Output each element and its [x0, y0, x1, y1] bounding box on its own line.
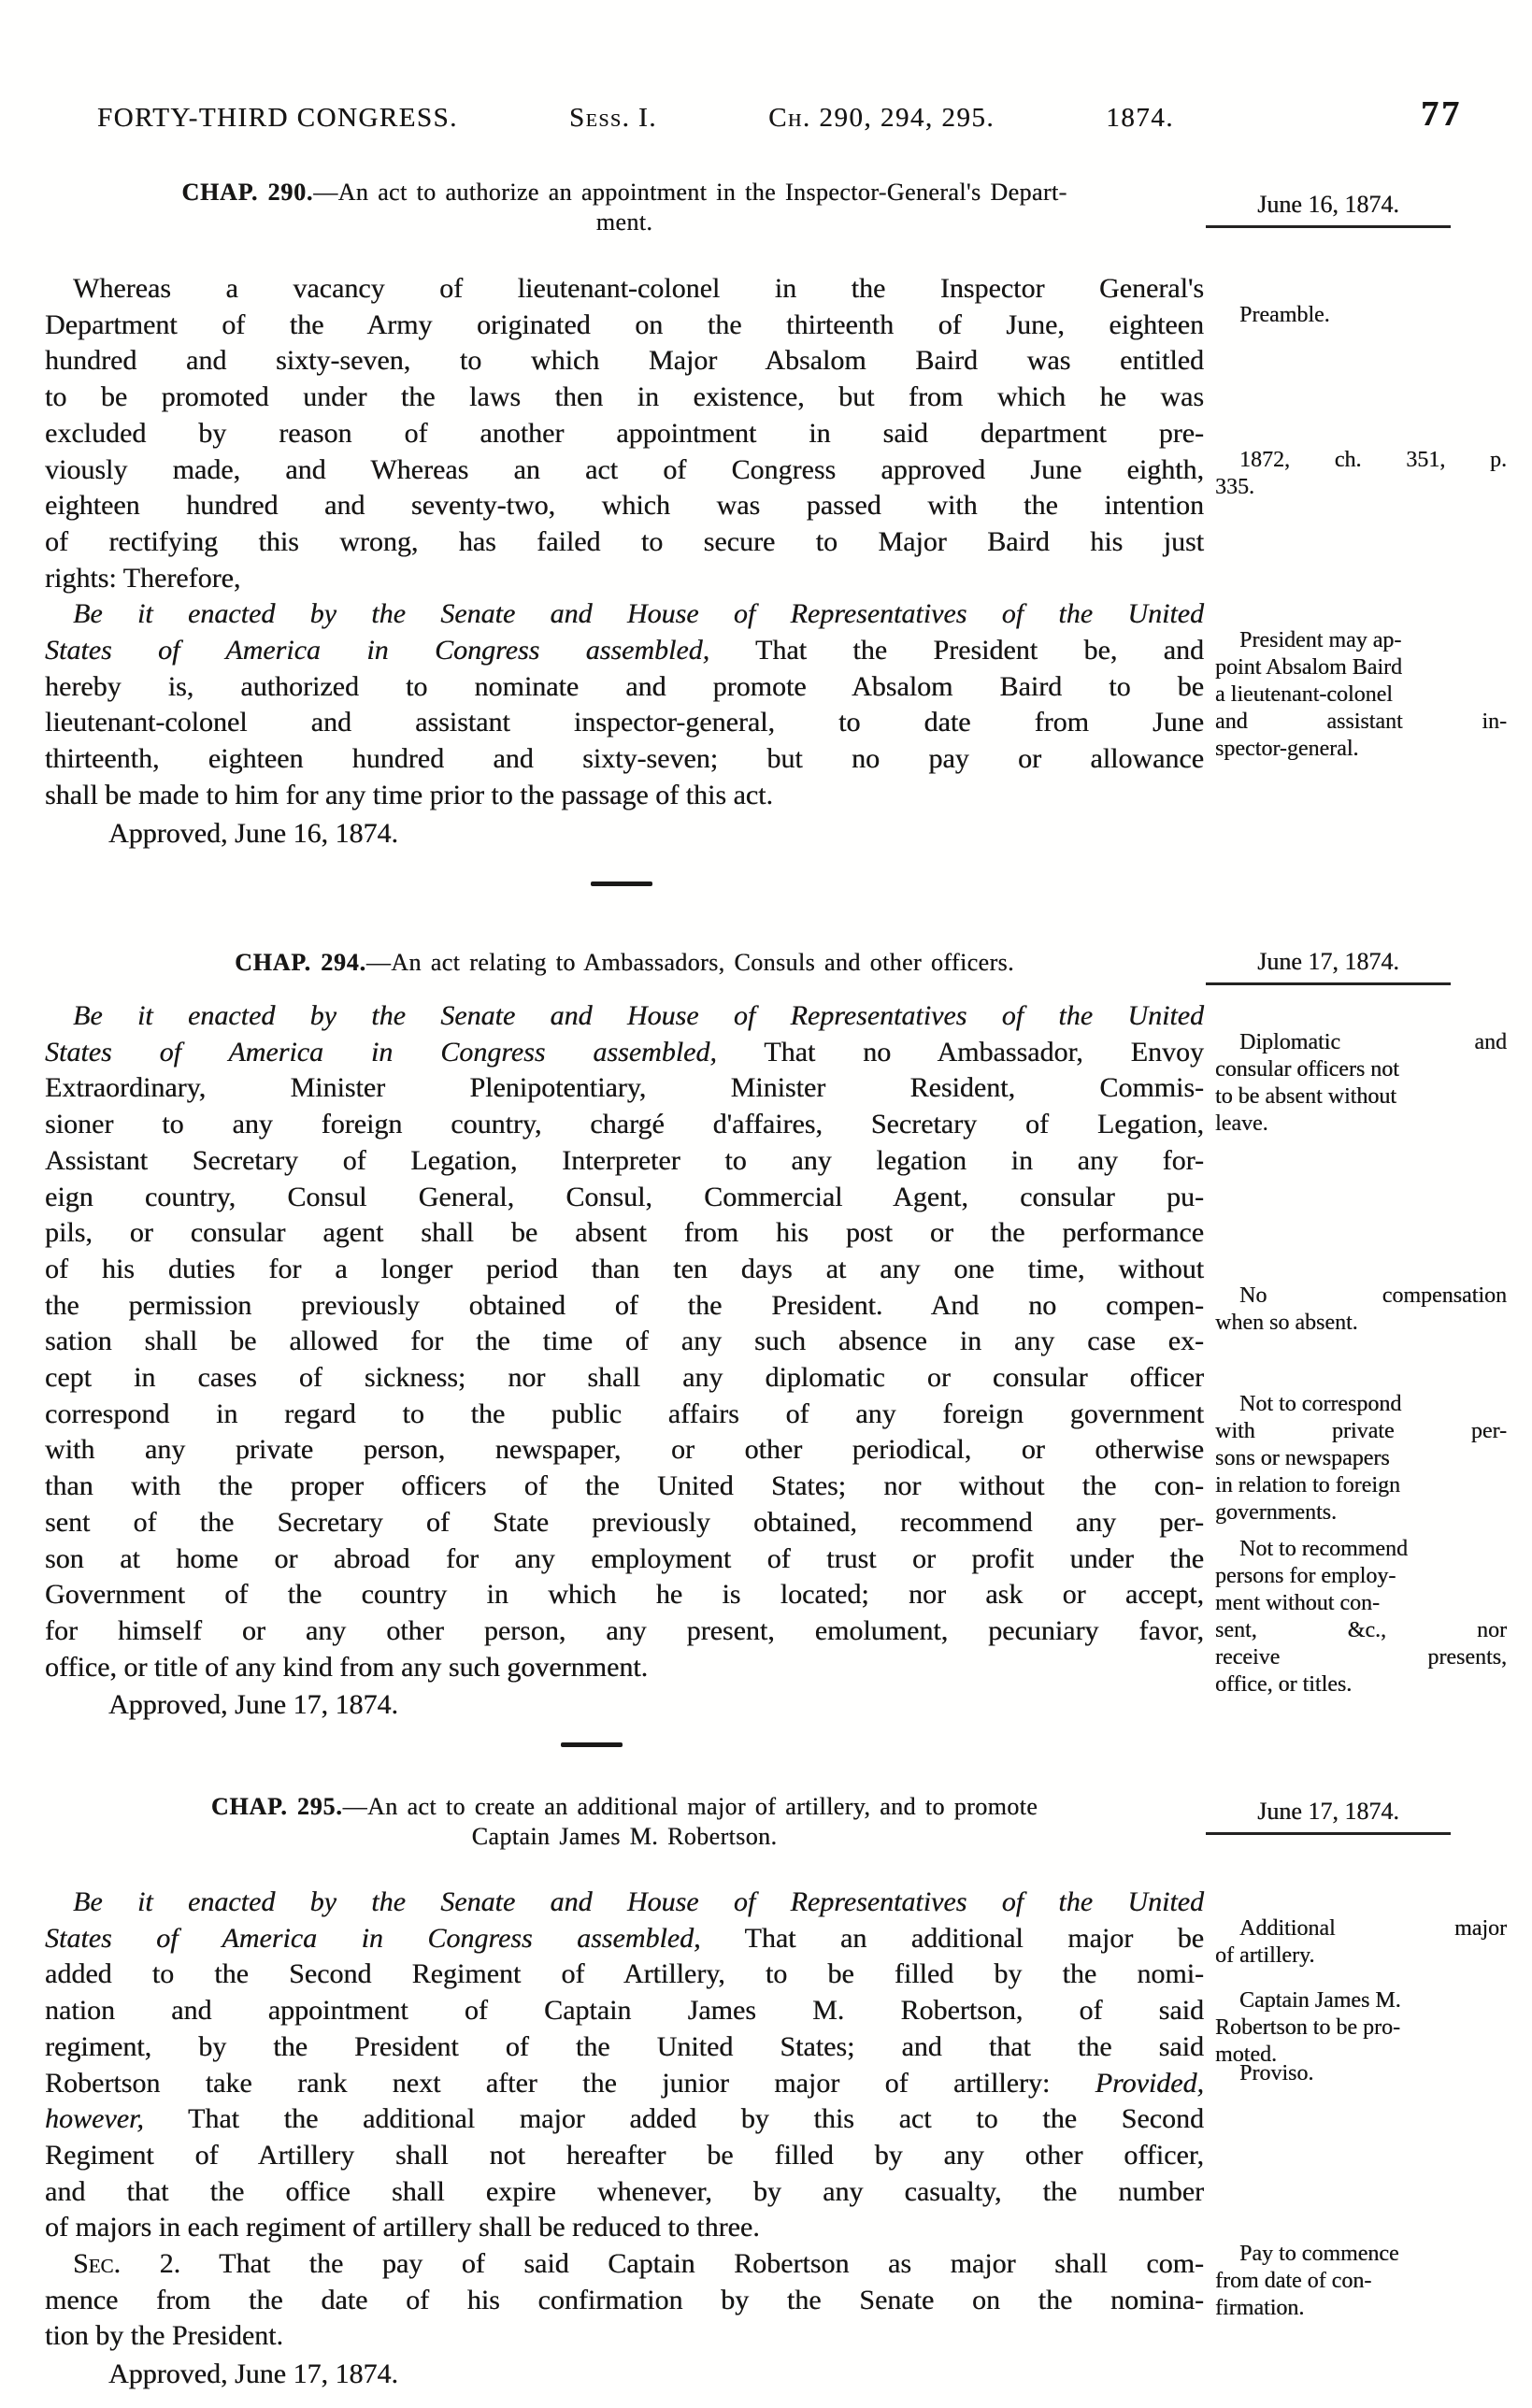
text-line: [45, 1252, 1204, 1288]
text-segment: lieutenant-colonel and assistant inspector-general, to date from June: [45, 707, 1204, 738]
margin-note-line: when so absent.: [1215, 1311, 1358, 1335]
margin-note-line: with private per-: [1215, 1419, 1507, 1443]
text-line: [45, 1107, 1204, 1143]
text-segment: mence from the date of his confirmation by the Senate on the nomina-: [45, 2284, 1204, 2315]
margin-note-line: Not to correspond: [1239, 1392, 1402, 1416]
running-head-year: 1874.: [1106, 103, 1174, 133]
chapter-body-column: [45, 948, 1204, 1724]
text-line: [45, 1541, 1204, 1578]
margin-note-line: No compensation: [1239, 1283, 1507, 1308]
margin-note-line: receive presents,: [1215, 1645, 1507, 1670]
margin-note-line: office, or titles.: [1215, 1672, 1353, 1697]
text-segment: however,: [45, 2103, 144, 2135]
text-segment: tion by the President.: [45, 2320, 283, 2352]
text-segment: of rectifying this wrong, has failed to secure to Major Baird his just: [45, 525, 1204, 557]
margin-note-line: Diplomatic and: [1239, 1030, 1507, 1054]
text-segment: Assistant Secretary of Legation, Interpreter to any legation in any for-: [45, 1144, 1204, 1176]
chapter-heading: [45, 948, 1204, 978]
margin-note: [1215, 1987, 1507, 2069]
text-segment: than with the proper officers of the United States; nor without the con-: [45, 1470, 1204, 1502]
margin-note-line: sent, &c., nor: [1215, 1618, 1507, 1642]
text-line: [45, 1993, 1204, 2029]
text-line: [45, 488, 1204, 524]
paragraph: [45, 2246, 1204, 2355]
page-number: 77: [1421, 94, 1462, 134]
chapter-number: CHAP. 290.: [181, 179, 314, 206]
text-segment: regiment, by the President of the United States; and that the said: [45, 2030, 1204, 2062]
chapter-title: —An act relating to Ambassadors, Consuls and other officers.: [365, 949, 1014, 976]
statute-chapter: [45, 948, 1507, 1724]
text-line: [45, 271, 1204, 308]
chapter-heading: [45, 178, 1204, 237]
text-line: [45, 2283, 1204, 2319]
text-segment: cept in cases of sickness; nor shall any diplomatic or consular officer: [45, 1362, 1204, 1394]
enactment-date: June 17, 1874.: [1206, 948, 1451, 985]
text-line: [45, 2066, 1204, 2102]
text-line: [45, 2318, 1204, 2355]
margin-note: [1215, 2060, 1507, 2087]
text-line: [45, 452, 1204, 489]
chapter-paragraphs: [45, 1885, 1204, 2355]
text-segment: and that the office shall expire whenever, by any casualty, the number: [45, 2175, 1204, 2207]
text-segment: son at home or abroad for any employment of trust or profit under the: [45, 1542, 1204, 1574]
margin-note-line: Proviso.: [1239, 2061, 1314, 2086]
margin-note-line: Preamble.: [1239, 303, 1330, 327]
margin-note: [1215, 2241, 1507, 2322]
text-segment: States of America in Congress assembled,: [45, 1036, 717, 1068]
text-segment: sioner to any foreign country, chargé d'affaires, Secretary of Legation,: [45, 1109, 1204, 1140]
text-segment: of his duties for a longer period than ten days at any one time, without: [45, 1253, 1204, 1284]
text-line: [45, 524, 1204, 561]
text-line: [45, 1397, 1204, 1433]
margin-note-line: from date of con-: [1215, 2269, 1372, 2293]
text-segment: Be it enacted by the Senate and House of Representatives of the United: [73, 1886, 1204, 1917]
margin-note-line: governments.: [1215, 1500, 1337, 1525]
text-segment: of majors in each regiment of artillery shall be reduced to three.: [45, 2212, 760, 2243]
text-segment: That no Ambassador, Envoy: [716, 1036, 1205, 1068]
text-segment: hereby is, authorized to nominate and promote Absalom Baird to be: [45, 670, 1204, 702]
chapter-number: CHAP. 294.: [235, 949, 366, 976]
text-segment: office, or title of any kind from any such government.: [45, 1651, 649, 1683]
chapter-title-continuation: Captain James M. Robertson.: [471, 1823, 778, 1850]
chapter-heading-line: [45, 948, 1204, 978]
margin-note-line: Additional major: [1239, 1916, 1507, 1941]
text-segment: Government of the country in which he is located; nor ask or accept,: [45, 1579, 1204, 1611]
text-segment: Provided,: [1095, 2067, 1204, 2099]
text-line: [45, 380, 1204, 416]
text-segment: hundred and sixty-seven, to which Major Absalom Baird was entitled: [45, 345, 1204, 377]
chapter-heading-line: [45, 1792, 1204, 1822]
text-segment: Extraordinary, Minister Plenipotentiary, Minister Resident, Commis-: [45, 1072, 1204, 1104]
text-segment: for himself or any other person, any present, emolument, pecuniary favor,: [45, 1614, 1204, 1646]
approval-line: Approved, June 17, 1874.: [108, 1689, 398, 1721]
enactment-date: June 16, 1874.: [1206, 191, 1451, 228]
paragraph: [45, 1885, 1204, 2246]
text-line: [45, 1469, 1204, 1505]
chapter-title: —An act to authorize an appointment in the Inspector-General's Depart-: [313, 179, 1067, 206]
text-line: [45, 416, 1204, 452]
approval-line: Approved, June 17, 1874.: [108, 2358, 398, 2390]
text-line: [45, 2101, 1204, 2138]
text-segment: viously made, and Whereas an act of Congress approved June eighth,: [45, 453, 1204, 485]
text-line: [45, 1070, 1204, 1107]
text-line: [45, 1215, 1204, 1252]
text-segment: to be promoted under the laws then in existence, but from which he was: [45, 381, 1204, 413]
text-segment: Be it enacted by the Senate and House of Representatives of the United: [73, 598, 1204, 630]
text-line: [45, 669, 1204, 706]
margin-note-line: to be absent without: [1215, 1084, 1396, 1109]
enactment-date: June 17, 1874.: [1206, 1798, 1451, 1835]
margin-note-line: sons or newspapers: [1215, 1446, 1390, 1470]
text-segment: Be it enacted by the Senate and House of Representatives of the United: [73, 1000, 1204, 1031]
chapter-body-column: [45, 178, 1204, 852]
section-divider-rule: [561, 1742, 623, 1747]
text-segment: Sec. 2.: [73, 2248, 181, 2280]
text-line: [45, 561, 1204, 597]
chapter-paragraphs: [45, 998, 1204, 1685]
margin-note: [1215, 1029, 1507, 1138]
paragraph: [45, 998, 1204, 1685]
margin-note-line: spector-general.: [1215, 737, 1359, 761]
statute-chapter: [45, 178, 1507, 852]
text-segment: States of America in Congress assembled,: [45, 1922, 701, 1954]
text-line: [45, 1577, 1204, 1613]
text-line: [45, 343, 1204, 380]
text-line: [45, 1956, 1204, 1993]
text-segment: That an additional major be: [700, 1922, 1204, 1954]
text-segment: Department of the Army originated on the thirteenth of June, eighteen: [45, 308, 1204, 340]
section-divider-rule: [591, 882, 652, 886]
margin-note-line: moted.: [1215, 2042, 1277, 2067]
text-segment: Robertson take rank next after the junior major of artillery:: [45, 2067, 1095, 2099]
statute-chapter: [45, 1792, 1507, 2393]
text-segment: Regiment of Artillery shall not hereafter be filled by any other officer,: [45, 2139, 1204, 2171]
margin-note-line: 1872, ch. 351, p.: [1239, 448, 1507, 472]
running-head-chapters: Ch. 290, 294, 295.: [768, 103, 995, 133]
approval-line: Approved, June 16, 1874.: [108, 817, 398, 849]
text-segment: States of America in Congress assembled,: [45, 635, 710, 666]
margin-note-line: firmation.: [1215, 2296, 1305, 2320]
text-line: [45, 2210, 1204, 2246]
text-segment: sation shall be allowed for the time of any such absence in any case ex-: [45, 1326, 1204, 1357]
text-segment: nation and appointment of Captain James M. Robertson, of said: [45, 1995, 1204, 2027]
chapter-title-continuation: ment.: [595, 208, 653, 236]
margin-note: [1215, 1915, 1507, 1970]
text-line: [45, 308, 1204, 344]
text-line: [45, 1650, 1204, 1686]
paragraph: [45, 271, 1204, 596]
text-line: [45, 1143, 1204, 1180]
margin-note: [1215, 1283, 1507, 1337]
text-line: [45, 2174, 1204, 2211]
margin-note-line: President may ap-: [1239, 628, 1402, 652]
text-segment: thirteenth, eighteen hundred and sixty-seven; but no pay or allowance: [45, 743, 1204, 775]
text-line: [45, 1180, 1204, 1216]
text-segment: rights: Therefore,: [45, 562, 241, 594]
chapter-title: —An act to create an additional major of artillery, and to promote: [342, 1793, 1038, 1820]
margin-note-line: a lieutenant-colonel: [1215, 682, 1393, 707]
text-segment: pils, or consular agent shall be absent from his post or the performance: [45, 1217, 1204, 1249]
text-segment: the permission previously obtained of the President. And no compen-: [45, 1289, 1204, 1321]
chapter-paragraphs: [45, 271, 1204, 814]
margin-note-line: point Absalom Baird: [1215, 655, 1402, 680]
text-line: [45, 741, 1204, 778]
text-line: [45, 2029, 1204, 2066]
margin-note-line: Robertson to be pro-: [1215, 2015, 1400, 2040]
text-segment: sent of the Secretary of State previously obtained, recommend any per-: [45, 1506, 1204, 1538]
text-line: [45, 2138, 1204, 2174]
running-head: [97, 103, 1174, 134]
margin-note: [1215, 302, 1507, 329]
text-segment: That the pay of said Captain Robertson as major shall com-: [180, 2248, 1204, 2280]
text-segment: correspond in regard to the public affairs of any foreign government: [45, 1398, 1204, 1429]
text-segment: That the additional major added by this act to the Second: [143, 2103, 1204, 2135]
running-head-session: Sess. I.: [568, 103, 657, 133]
margin-note: [1215, 1536, 1507, 1698]
text-line: [45, 2246, 1204, 2283]
text-line: [45, 1921, 1204, 1957]
paragraph: [45, 596, 1204, 813]
text-segment: shall be made to him for any time prior to the passage of this act.: [45, 779, 773, 810]
text-line: [45, 1505, 1204, 1541]
text-line: [45, 1885, 1204, 1921]
text-line: [45, 1288, 1204, 1325]
chapter-body-column: [45, 1792, 1204, 2393]
margin-note-line: 335.: [1215, 475, 1254, 499]
margin-note: [1215, 627, 1507, 763]
text-segment: excluded by reason of another appointment in said department pre-: [45, 417, 1204, 449]
text-line: [45, 596, 1204, 633]
chapter-heading-line: [45, 178, 1204, 208]
text-line: [45, 633, 1204, 669]
margin-note: [1215, 447, 1507, 501]
text-segment: eighteen hundred and seventy-two, which was passed with the intention: [45, 490, 1204, 522]
margin-note-line: in relation to foreign: [1215, 1473, 1400, 1498]
text-line: [45, 998, 1204, 1035]
text-line: [45, 1360, 1204, 1397]
margin-note-line: leave.: [1215, 1111, 1268, 1136]
margin-note: [1215, 1391, 1507, 1526]
margin-note-line: Pay to commence: [1239, 2242, 1399, 2266]
text-segment: That the President be, and: [709, 635, 1204, 666]
chapter-heading: [45, 1792, 1204, 1852]
margin-note-line: Captain James M.: [1239, 1988, 1401, 2013]
margin-note-line: of artillery.: [1215, 1943, 1315, 1968]
text-line: [45, 778, 1204, 814]
text-line: [45, 1035, 1204, 1071]
running-head-congress: FORTY-THIRD CONGRESS.: [97, 103, 458, 133]
chapter-number: CHAP. 295.: [210, 1793, 343, 1820]
margin-note-line: consular officers not: [1215, 1057, 1399, 1082]
text-segment: added to the Second Regiment of Artillery, to be filled by the nomi-: [45, 1958, 1204, 1990]
margin-note-line: persons for employ-: [1215, 1564, 1396, 1588]
margin-note-line: and assistant in-: [1215, 710, 1507, 734]
margin-note-line: ment without con-: [1215, 1591, 1380, 1615]
text-line: [45, 1324, 1204, 1360]
margin-note-line: Not to recommend: [1239, 1537, 1408, 1561]
text-line: [45, 1432, 1204, 1469]
text-segment: Whereas a vacancy of lieutenant-colonel in the Inspector General's: [73, 273, 1204, 304]
text-line: [45, 1613, 1204, 1650]
text-segment: eign country, Consul General, Consul, Commercial Agent, consular pu-: [45, 1181, 1204, 1212]
text-segment: with any private person, newspaper, or other periodical, or otherwise: [45, 1434, 1204, 1466]
text-line: [45, 705, 1204, 741]
